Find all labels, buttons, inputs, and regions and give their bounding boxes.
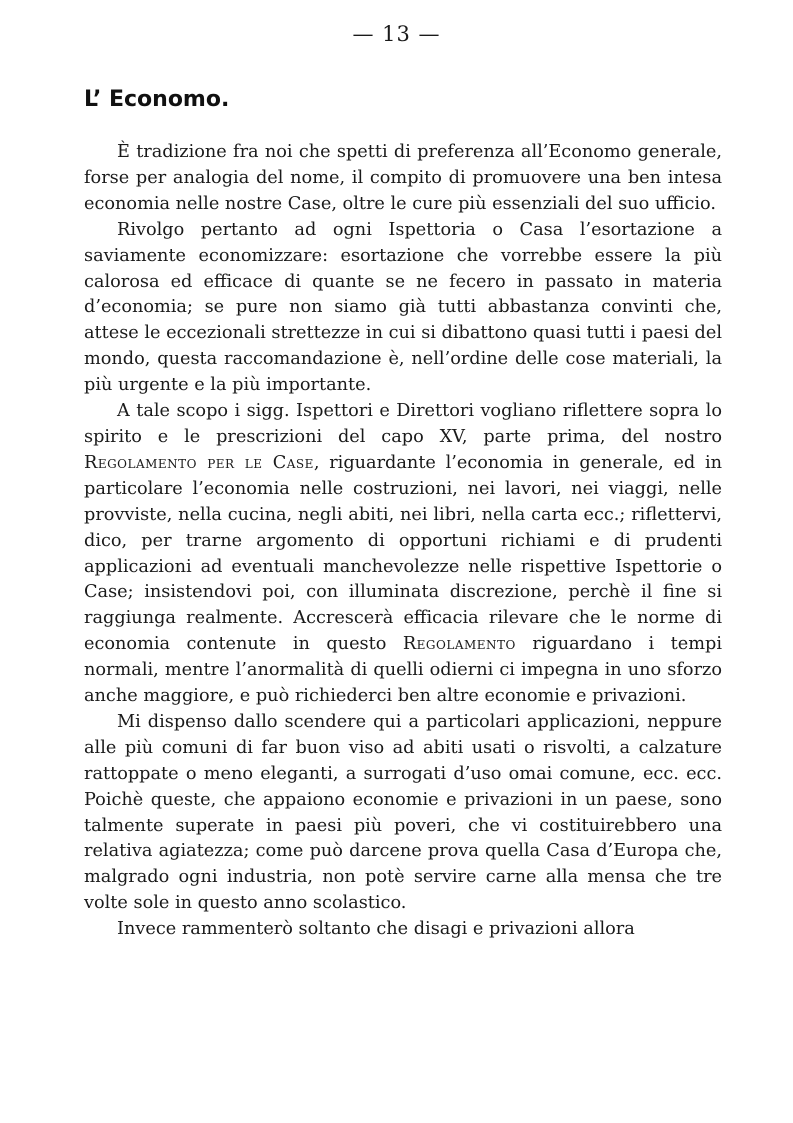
body-text — [84, 140, 722, 943]
regolamento-title: Regolamento per le Case — [84, 452, 314, 473]
paragraph-3-text-b: , riguardante l’economia in generale, ed in particolare l’economia nelle costruzioni, nei lavori, nei viaggi, nelle provviste, nella cucina, negli abiti, nei libri, nella carta ecc.; riflettervi, dico, per trarne argomento di opportuni richiami e di prudenti applicazioni ad eventuali manchevolezze nelle rispettive Ispettorie o Case; insistendovi poi, con illuminata discrezione, perchè il fine si raggiunga realmente. Accrescerà efficacia rilevare che le norme di economia contenute in questo — [84, 452, 722, 655]
regolamento-reference: Regolamento — [402, 634, 516, 655]
paragraph-4: Mi dispenso dallo scendere qui a particolari applicazioni, neppure alle più comuni di far buon viso ad abiti usati o risvolti, a calzature rattoppate o meno eleganti, a surrogati d’uso omai comune, ecc. ecc. Poichè queste, che appaiono economie e privazioni in un paese, sono talmente superate in paesi più poveri, che vi costituirebbero una relativa agiatezza; come può darcene prova quella Casa d’Europa che, malgrado ogni industria, non potè servire carne alla mensa che tre volte sole in questo anno scolastico. — [84, 711, 722, 914]
paragraph-3-text-a: A tale scopo i sigg. Ispettori e Direttori vogliano riflettere sopra lo spirito e le prescrizioni del capo XV, parte prima, del nostro — [84, 401, 722, 447]
paragraph-3-text-c: riguardano i tempi normali, mentre l’anormalità di quelli odierni ci impegna in uno sforzo anche maggiore, e può richiederci ben altre economie e privazioni. — [84, 634, 722, 707]
section-title: L’ Economo. — [84, 87, 230, 112]
paragraph-1: È tradizione fra noi che spetti di preferenza all’Economo generale, forse per analogia del nome, il compito di promuovere una ben intesa economia nelle nostre Case, oltre le cure più essenziali del suo ufficio. — [84, 142, 722, 214]
paragraph-2: Rivolgo pertanto ad ogni Ispettoria o Casa l’esortazione a saviamente economizzare: esortazione che vorrebbe essere la più calorosa ed efficace di quante se ne fecero in passato in materia d’economia; se pure non siamo già tutti abbastanza convinti che, attese le eccezionali strettezze in cui si dibattono quasi tutti i paesi del mondo, questa raccomandazione è, nell’ordine delle cose materiali, la più urgente e la più importante. — [84, 219, 722, 396]
paragraph-3 — [84, 399, 722, 710]
page-number: — 13 — — [352, 22, 441, 46]
paragraph-5: Invece rammenterò soltanto che disagi e privazioni allora — [117, 919, 635, 940]
